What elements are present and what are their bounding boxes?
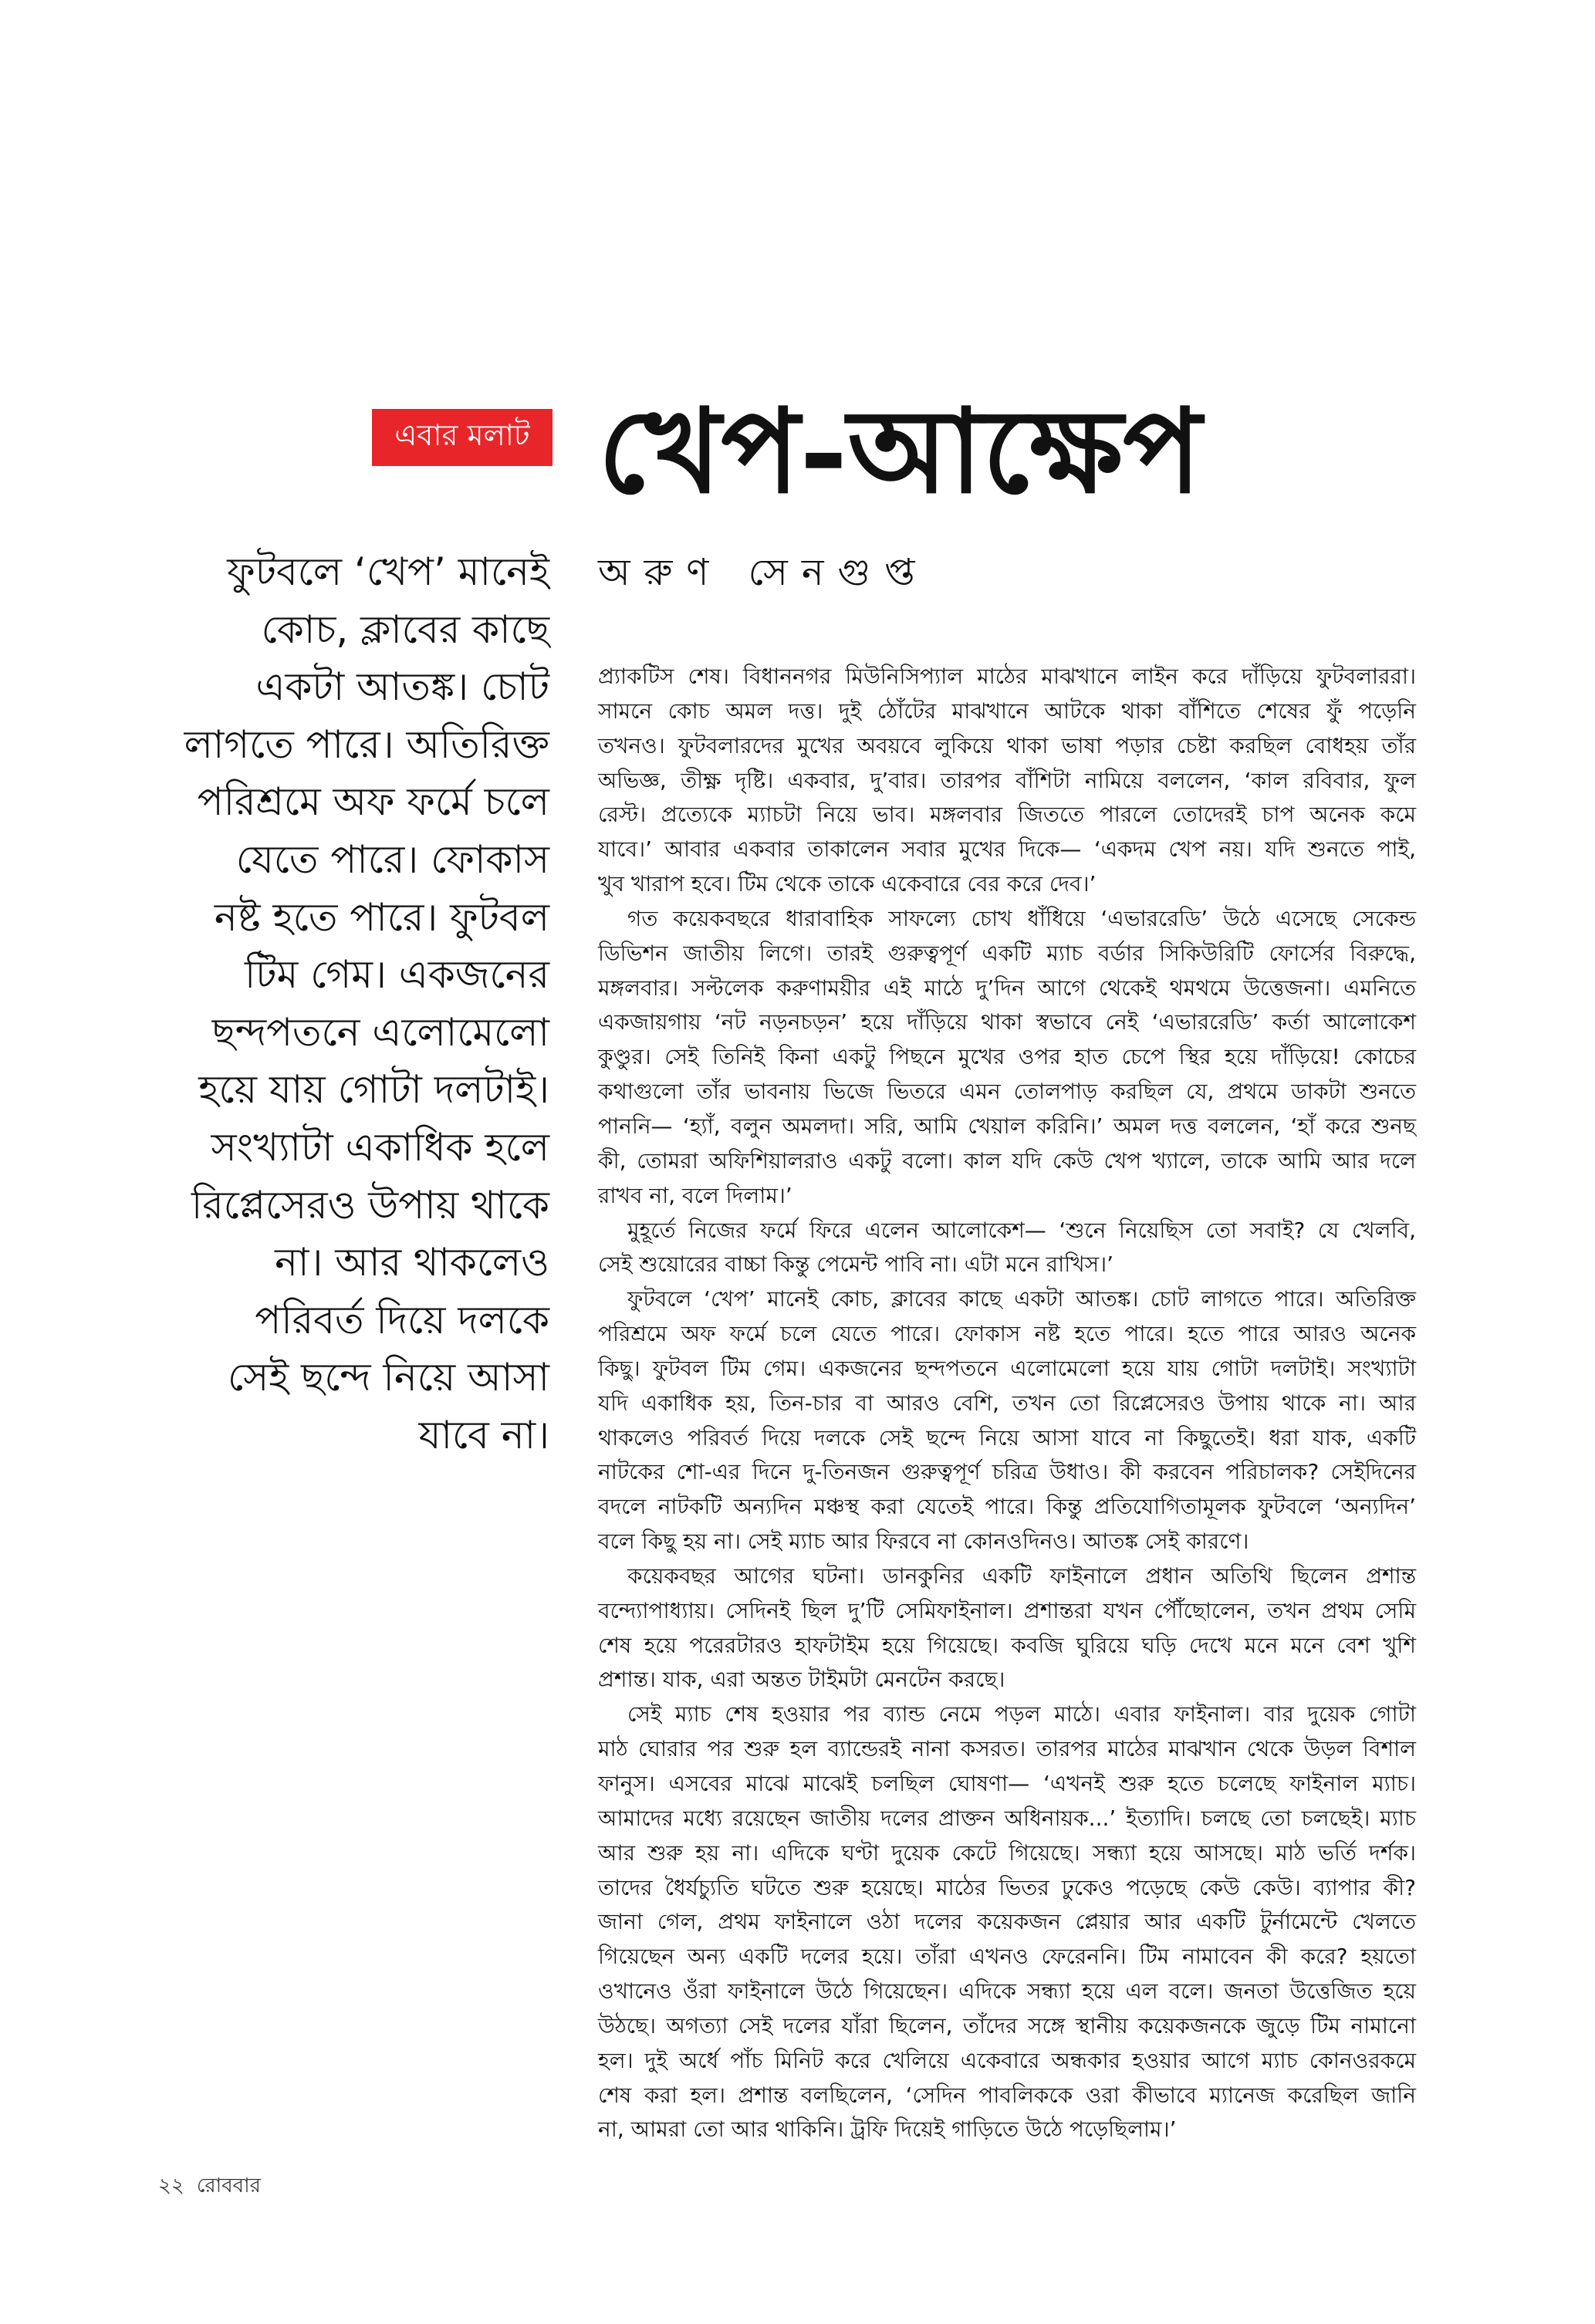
pull-quote-line: লাগতে পারে। অতিরিক্ত xyxy=(184,721,549,767)
paragraph-line: মুহূর্তে নিজের ফর্মে ফিরে এলেন আলোকেশ— ‘শুনে নিয়েছিস তো সবাই? যে খেলবি, xyxy=(627,1217,1416,1243)
pull-quote-line: পরিশ্রমে অফ ফর্মে চলে xyxy=(197,779,549,825)
paragraph-line: খুব খারাপ হবে। টিম থেকে তাকে একেবারে বের করে দেব।’ xyxy=(598,871,1097,897)
paragraph-line: তখনও। ফুটবলারদের মুখের অবয়বে লুকিয়ে থাকা ভাষা পড়ার চেষ্টা করছিল বোধহয় তাঁর xyxy=(598,732,1416,758)
paragraph-line: না, আমরা তো আর থাকিনি। ট্রফি দিয়েই গাড়িতে উঠে পড়েছিলাম।’ xyxy=(598,2116,1177,2143)
paragraph-line: মাঠ ঘোরার পর শুরু হল ব্যান্ডেরই নানা কসরত। তারপর মাঠের মাঝখান থেকে উড়ল বিশাল xyxy=(598,1736,1416,1762)
paragraph xyxy=(598,902,1416,1214)
paragraph-line: শেষ করা হল। প্রশান্ত বলছিলেন, ‘সেদিন পাবলিককে ওরা কীভাবে ম্যানেজ করেছিল জানি xyxy=(598,2082,1416,2108)
paragraph-line: সেই ম্যাচ শেষ হওয়ার পর ব্যান্ড নেমে পড়ল মাঠে। এবার ফাইনাল। বার দুয়েক গোটা xyxy=(627,1701,1416,1728)
paragraph-line: কিছু। ফুটবল টিম গেম। একজনের ছন্দপতনে এলোমেলো হয়ে যায় গোটা দলটাই। সংখ্যাটা xyxy=(598,1355,1416,1381)
pull-quote-line: ছন্দপতনে এলোমেলো xyxy=(211,1009,549,1055)
pull-quote-line: হয়ে যায় গোটা দলটাই। xyxy=(198,1067,549,1113)
pull-quote-line: ফুটবলে ‘খেপ’ মানেই xyxy=(227,549,549,594)
paragraph-line: ডিভিশন জাতীয় লিগে। তারই গুরুত্বপূর্ণ একটি ম্যাচ বর্ডার সিকিউরিটি ফোর্সের বিরুদ্ধে, xyxy=(598,940,1416,966)
paragraph-line: কুণ্ডুর। সেই তিনিই কিনা একটু পিছনে মুখের ওপর হাত চেপে স্থির হয়ে দাঁড়িয়ে! কোচের xyxy=(598,1044,1416,1070)
paragraph xyxy=(598,1697,1416,2147)
paragraph-line: কথাগুলো তাঁর ভাবনায় ভিজে ভিতরে এমন তোলপাড় করছিল যে, প্রথমে ডাকটা শুনতে xyxy=(598,1079,1416,1105)
paragraph-line: প্রশান্ত। যাক, এরা অন্তত টাইমটা মেনটেন করছে। xyxy=(598,1667,1005,1693)
paragraph-line: থাকলেও পরিবর্ত দিয়ে দলকে সেই ছন্দে নিয়ে আসা যাবে না কিছুতেই। ধরা যাক, একটি xyxy=(598,1424,1416,1451)
paragraph-line: জানা গেল, প্রথম ফাইনালে ওঠা দলের কয়েকজন প্লেয়ার আর একটি টুর্নামেন্টে খেলতে xyxy=(598,1909,1416,1935)
paragraph-line: সামনে কোচ অমল দত্ত। দুই ঠোঁটের মাঝখানে আটকে থাকা বাঁশিতে শেষের ফুঁ পড়েনি xyxy=(598,698,1416,724)
paragraph xyxy=(598,1282,1416,1559)
paragraph-line: নাটকের শো-এর দিনে দু-তিনজন গুরুত্বপূর্ণ চরিত্র উধাও। কী করবেন পরিচালক? সেইদিনের xyxy=(598,1459,1416,1485)
paragraph-line: মঙ্গলবার। সল্টলেক করুণাময়ীর এই মাঠে দু’দিন আগে থেকেই থমথমে উত্তেজনা। এমনিতে xyxy=(598,975,1416,1001)
article-title: খেপ-আক্ষেপ xyxy=(598,383,1202,519)
paragraph-line: প্র্যাকটিস শেষ। বিধাননগর মিউনিসিপ্যাল মাঠের মাঝখানে লাইন করে দাঁড়িয়ে ফুটবলাররা। xyxy=(598,664,1416,689)
paragraph-line: আর শুরু হয় না। এদিকে ঘণ্টা দুয়েক কেটে গিয়েছে। সন্ধ্যা হয়ে আসছে। মাঠ ভর্তি দর্শক। xyxy=(598,1839,1416,1866)
page-footer xyxy=(158,2170,273,2204)
pull-quote-line: টিম গেম। একজনের xyxy=(245,952,549,998)
pull-quote-line: সেই ছন্দে নিয়ে আসা xyxy=(227,1355,549,1400)
paragraph-line: কয়েকবছর আগের ঘটনা। ডানকুনির একটি ফাইনালে প্রধান অতিথি ছিলেন প্রশান্ত xyxy=(627,1562,1416,1589)
paragraph-line: বলে কিছু হয় না। সেই ম্যাচ আর ফিরবে না কোনওদিনও। আতঙ্ক সেই কারণে। xyxy=(598,1529,1249,1555)
paragraph-line: একজায়গায় ‘নট নড়নচড়ন’ হয়ে দাঁড়িয়ে থাকা স্বভাবে নেই ‘এভাররেডি’ কর্তা আলোকেশ xyxy=(598,1009,1416,1035)
paragraph-line: গত কয়েকবছরে ধারাবাহিক সাফল্যে চোখ ধাঁধিয়ে ‘এভাররেডি’ উঠে এসেছে সেকেন্ড xyxy=(627,905,1416,931)
paragraph-line: ফানুস। এসবের মাঝে মাঝেই চলছিল ঘোষণা— ‘এখনই শুরু হতে চলেছে ফাইনাল ম্যাচ। xyxy=(598,1771,1416,1796)
paragraph-line: পাননি— ‘হ্যাঁ, বলুন অমলদা। সরি, আমি খেয়াল করিনি।’ অমল দত্ত বললেন, ‘হাঁ করে শুনছ xyxy=(598,1113,1416,1139)
paragraph-line: বদলে নাটকটি অন্যদিন মঞ্চস্থ করা যেতেই পারে। কিন্তু প্রতিযোগিতামূলক ফুটবলে ‘অন্যদিন’ xyxy=(598,1494,1416,1520)
page-number: ২২ xyxy=(158,2174,184,2197)
pull-quote xyxy=(117,543,549,1464)
pull-quote-line: একটা আতঙ্ক। চোট xyxy=(255,664,549,710)
section-label-text: এবার মলাট xyxy=(394,418,530,452)
pull-quote-line: যাবে না। xyxy=(418,1412,549,1458)
pull-quote-line: না। আর থাকলেও xyxy=(275,1240,549,1285)
paragraph xyxy=(598,1559,1416,1697)
section-label xyxy=(372,409,553,466)
paragraph xyxy=(598,660,1416,902)
paragraph-line: সেই শুয়োরের বাচ্চা কিন্তু পেমেন্ট পাবি না। এটা মনে রাখিস।’ xyxy=(598,1252,1114,1278)
paragraph-line: ফুটবলে ‘খেপ’ মানেই কোচ, ক্লাবের কাছে একটা আতঙ্ক। চোট লাগতে পারে। অতিরিক্ত xyxy=(627,1286,1416,1312)
paragraph-line: রেস্ট। প্রত্যেকে ম্যাচটা নিয়ে ভাব। মঙ্গলবার জিততে পারলে তোদেরই চাপ অনেক কমে xyxy=(598,802,1416,828)
paragraph-line: উঠছে। অগত্যা সেই দলের যাঁরা ছিলেন, তাঁদের সঙ্গে স্থানীয় কয়েকজনকে জুড়ে টিম নামানো xyxy=(598,2012,1416,2039)
paragraph-line: যাবে।’ আবার একবার তাকালেন সবার মুখের দিকে— ‘একদম খেপ নয়। যদি শুনতে পাই, xyxy=(598,836,1416,863)
paragraph-line: রাখব না, বলে দিলাম।’ xyxy=(598,1182,792,1208)
pull-quote-line: নষ্ট হতে পারে। ফুটবল xyxy=(214,894,549,940)
paragraph-line: আমাদের মধ্যে রয়েছেন জাতীয় দলের প্রাক্তন অধিনায়ক...’ ইত্যাদি। চলছে তো চলছেই। ম্যাচ xyxy=(598,1805,1416,1831)
paragraph-line: শেষ হয়ে পরেরটারও হাফটাইম হয়ে গিয়েছে। কবজি ঘুরিয়ে ঘড়ি দেখে মনে মনে বেশ খুশি xyxy=(598,1632,1416,1658)
pull-quote-line: কোচ, ক্লাবের কাছে xyxy=(261,606,549,652)
pull-quote-line: সংখ্যাটা একাধিক হলে xyxy=(211,1124,549,1170)
paragraph-line: বন্দ্যোপাধ্যায়। সেদিনই ছিল দু’টি সেমিফাইনাল। প্রশান্তরা যখন পৌঁছোলেন, তখন প্রথম সেমি xyxy=(598,1597,1416,1623)
pull-quote-line: যেতে পারে। ফোকাস xyxy=(235,836,549,882)
paragraph-line: অভিজ্ঞ, তীক্ষ্ণ দৃষ্টি। একবার, দু’বার। তারপর বাঁশিটা নামিয়ে বললেন, ‘কাল রবিবার, ফুল xyxy=(598,767,1416,793)
paragraph-line: হল। দুই অর্ধে পাঁচ মিনিট করে খেলিয়ে একেবারে অন্ধকার হওয়ার আগে ম্যাচ কোনওরকমে xyxy=(598,2047,1416,2073)
pull-quote-line: পরিবর্ত দিয়ে দলকে xyxy=(255,1297,549,1343)
paragraph-line: যদি একাধিক হয়, তিন-চার বা আরও বেশি, তখন তো রিপ্লেসেরও উপায় থাকে না। আর xyxy=(598,1390,1416,1416)
article-body xyxy=(598,660,1416,2147)
author-byline: অরুণ সেনগুপ্ত xyxy=(598,551,929,594)
paragraph-line: গিয়েছেন অন্য একটি দলের হয়ে। তাঁরা এখনও ফেরেননি। টিম নামাবেন কী করে? হয়তো xyxy=(598,1944,1416,1970)
magazine-name: রোববার xyxy=(196,2174,261,2197)
pull-quote-line: রিপ্লেসেরও উপায় থাকে xyxy=(191,1182,549,1228)
paragraph-line: কী, তোমরা অফিশিয়ালরাও একটু বলো। কাল যদি কেউ খেপ খ্যালে, তাকে আমি আর দলে xyxy=(598,1147,1416,1174)
paragraph-line: পরিশ্রমে অফ ফর্মে চলে যেতে পারে। ফোকাস নষ্ট হতে পারে। হতে পারে আরও অনেক xyxy=(598,1321,1416,1347)
paragraph-line: তাদের ধৈর্যচ্যুতি ঘটতে শুরু হয়েছে। মাঠের ভিতর ঢুকেও পড়েছে কেউ কেউ। ব্যাপার কী? xyxy=(598,1874,1416,1900)
paragraph-line: ওখানেও ওঁরা ফাইনালে উঠে গিয়েছেন। এদিকে সন্ধ্যা হয়ে এল বলে। জনতা উত্তেজিত হয়ে xyxy=(598,1978,1416,2005)
paragraph xyxy=(598,1214,1416,1283)
